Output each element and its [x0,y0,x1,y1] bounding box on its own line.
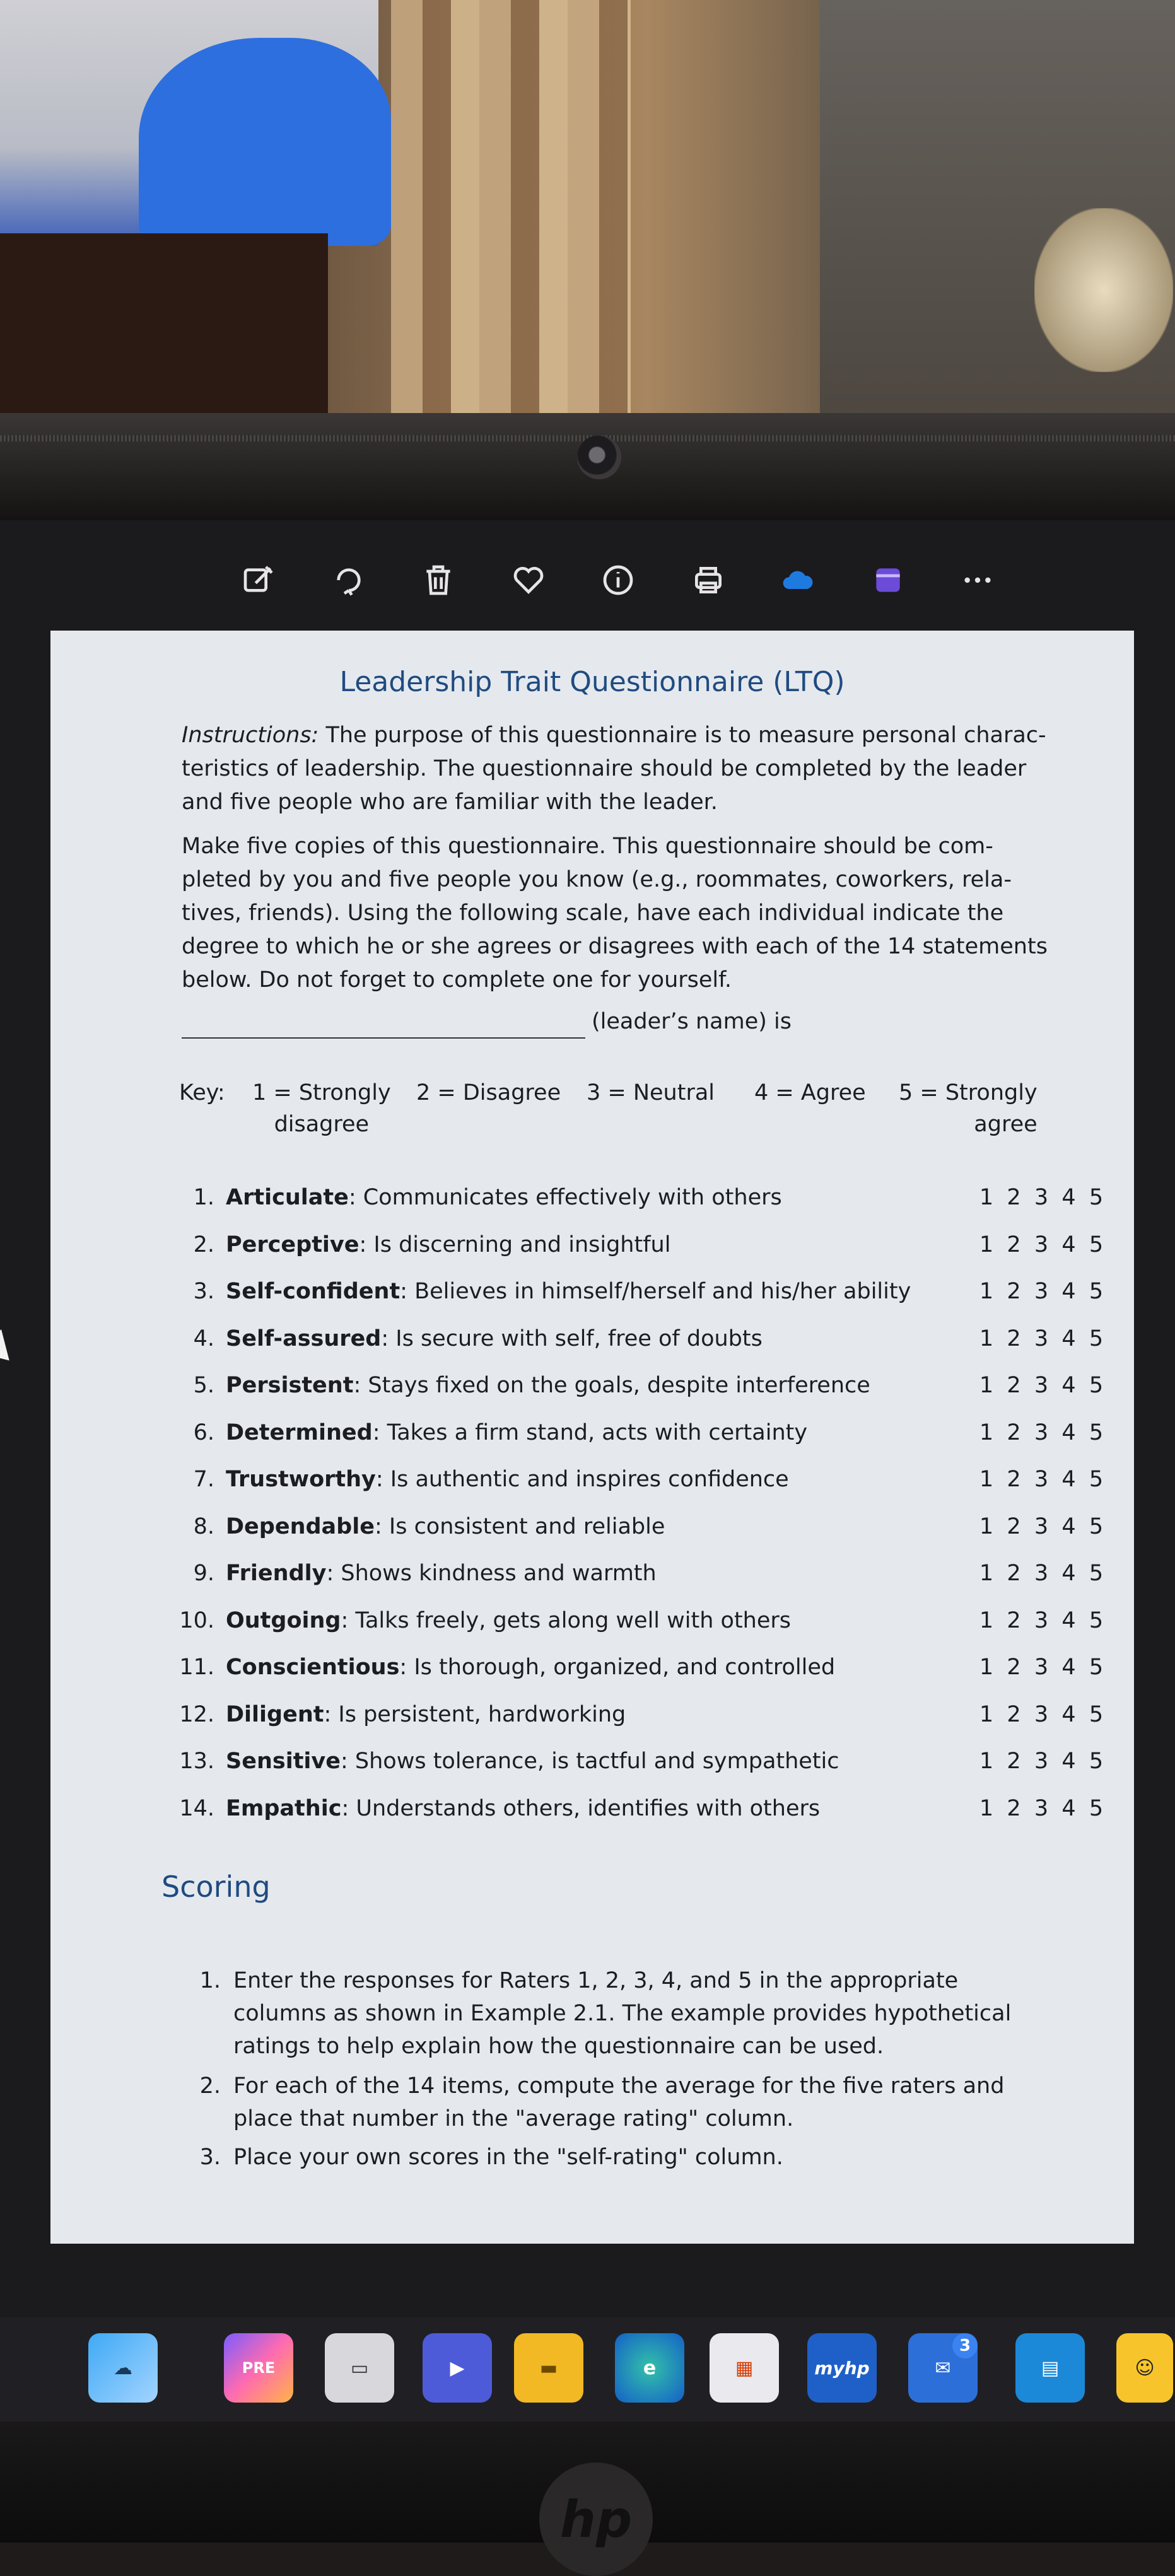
myhp-icon[interactable] [807,2333,877,2403]
statement-text [226,1456,789,1503]
info-icon[interactable] [593,555,643,605]
rating-option[interactable]: 1 [979,1701,994,1727]
statement-row [164,1644,1110,1691]
delete-icon[interactable] [413,555,464,605]
rating-option[interactable]: 3 [1034,1749,1049,1774]
print-icon[interactable] [683,555,734,605]
rating-option[interactable]: 1 [979,1655,994,1680]
trait-description: : Shows tolerance, is tactful and sympathetic [340,1749,839,1774]
rating-option[interactable]: 5 [1089,1561,1104,1586]
rating-option[interactable]: 3 [1034,1232,1049,1257]
statement-number: 8. [193,1513,214,1539]
trait-name: Trustworthy [226,1467,376,1492]
rating-option[interactable]: 2 [1007,1513,1021,1539]
snapchat-icon[interactable]: ☺ [1116,2333,1173,2403]
rating-option[interactable]: 4 [1061,1607,1076,1633]
trait-name: Outgoing [226,1607,341,1633]
statement-number: 5. [193,1373,214,1398]
trait-description: : Believes in himself/herself and his/her ability [400,1279,911,1304]
rating-option[interactable]: 1 [979,1467,994,1492]
rating-option[interactable]: 1 [979,1561,994,1586]
rating-option[interactable]: 4 [1061,1373,1076,1398]
edit-icon[interactable] [233,555,284,605]
myhp-label: myhp [814,2357,870,2379]
key-strongly-agree [899,1077,1038,1140]
rating-scale [975,1691,1108,1739]
statement-text [226,1221,670,1269]
statement-text [226,1550,657,1597]
rating-scale [975,1409,1108,1457]
rating-option[interactable]: 5 [1089,1326,1104,1351]
rating-scale [975,1738,1108,1785]
trait-description: : Is consistent and reliable [374,1513,665,1539]
statement-text [226,1362,870,1409]
trait-description: : Is thorough, organized, and controlled [399,1655,836,1680]
directions-line: below. Do not forget to complete one for yourself. [182,967,732,993]
more-icon[interactable] [952,555,1003,605]
rating-option[interactable]: 3 [1034,1513,1049,1539]
statement-number: 13. [179,1749,214,1774]
rating-scale [975,1597,1108,1645]
key-agree: 4 = Agree [754,1080,866,1105]
rating-option[interactable]: 4 [1061,1185,1076,1210]
rating-scale [975,1456,1108,1503]
rating-scale [975,1268,1108,1315]
statement-row [164,1315,1110,1363]
rating-option[interactable]: 3 [1034,1279,1049,1304]
instructions-line: and five people who are familiar with the leader. [182,790,718,815]
statement-number: 11. [179,1655,214,1680]
statement-list [164,1174,1110,1832]
background-scene [0,0,1175,435]
statement-number: 9. [193,1561,214,1586]
trait-description: : Shows kindness and warmth [326,1561,657,1586]
rating-option[interactable]: 4 [1061,1279,1076,1304]
rating-option[interactable]: 3 [1034,1561,1049,1586]
favorite-icon[interactable] [503,555,554,605]
statement-number: 12. [179,1701,214,1727]
curtain [391,0,631,435]
statement-text [226,1785,820,1833]
copilot-icon[interactable] [224,2333,293,2403]
rating-option[interactable]: 2 [1007,1185,1021,1210]
scoring-line: Enter the responses for Raters 1, 2, 3, 4, and 5 in the appropriate [233,1968,959,1993]
directions-line: degree to which he or she agrees or disagrees with each of the 14 statements [182,934,1048,959]
rating-option[interactable]: 3 [1034,1701,1049,1727]
trait-name: Articulate [226,1185,349,1210]
rating-option[interactable]: 3 [1034,1795,1049,1821]
tv-graphic [139,38,391,246]
instructions-line: The purpose of this questionnaire is to measure personal charac- [319,723,1046,748]
trait-description: : Is discerning and insightful [359,1232,671,1257]
rating-option[interactable]: 2 [1007,1795,1021,1821]
rating-scale [975,1644,1108,1691]
rating-option[interactable]: 4 [1061,1326,1076,1351]
key-text: 5 = Strongly [899,1080,1038,1105]
statement-row [164,1503,1110,1551]
leader-name-line [182,1009,1102,1044]
statement-row [164,1221,1110,1269]
rating-scale [975,1221,1108,1269]
statement-text [226,1644,835,1691]
statement-number: 4. [193,1326,214,1351]
rating-option[interactable]: 1 [979,1326,994,1351]
rating-option[interactable]: 4 [1061,1561,1076,1586]
statement-number: 14. [179,1795,214,1821]
rating-option[interactable]: 5 [1089,1185,1104,1210]
rating-option[interactable]: 4 [1061,1232,1076,1257]
rating-option[interactable]: 1 [979,1513,994,1539]
task-view-icon[interactable]: ▭ [325,2333,394,2403]
rating-option[interactable]: 3 [1034,1467,1049,1492]
scoring-line: ratings to help explain how the questionnaire can be used. [233,2034,884,2059]
statement-text [226,1268,911,1315]
rating-option[interactable]: 5 [1089,1655,1104,1680]
rotate-icon[interactable] [324,555,374,605]
rating-option[interactable]: 2 [1007,1749,1021,1774]
rating-option[interactable]: 3 [1034,1185,1049,1210]
trait-name: Empathic [226,1795,342,1821]
trait-name: Perceptive [226,1232,360,1257]
questionnaire-page [50,631,1134,2244]
scoring-line: For each of the 14 items, compute the average for the five raters and [233,2073,1005,2099]
rating-option[interactable]: 1 [979,1607,994,1633]
key-text: 1 = Strongly [252,1080,391,1105]
rating-option[interactable]: 2 [1007,1607,1021,1633]
statement-row [164,1597,1110,1645]
rating-option[interactable]: 1 [979,1419,994,1445]
scoring-step-number: 1. [199,1968,221,1993]
rating-option[interactable]: 5 [1089,1373,1104,1398]
directions-paragraph [182,830,1102,997]
trait-name: Self-assured [226,1326,382,1351]
trait-description: : Stays fixed on the goals, despite interference [353,1373,870,1398]
statement-text [226,1738,839,1785]
rating-option[interactable]: 3 [1034,1373,1049,1398]
key-text: agree [974,1112,1038,1137]
widgets-icon[interactable]: ☁ [88,2333,158,2403]
rating-option[interactable]: 5 [1089,1232,1104,1257]
rating-option[interactable]: 5 [1089,1467,1104,1492]
trait-name: Self-confident [226,1279,400,1304]
rating-option[interactable]: 3 [1034,1607,1049,1633]
rating-option[interactable]: 4 [1061,1655,1076,1680]
trait-name: Sensitive [226,1749,341,1774]
key-neutral: 3 = Neutral [587,1080,715,1105]
rating-option[interactable]: 2 [1007,1467,1021,1492]
directions-line: tives, friends). Using the following scale, have each individual indicate the [182,900,1004,926]
rating-option[interactable]: 1 [979,1795,994,1821]
rating-scale [975,1550,1108,1597]
rating-option[interactable]: 4 [1061,1795,1076,1821]
scoring-line: Place your own scores in the "self-rating" column. [233,2145,783,2170]
trait-description: : Talks freely, gets along well with others [341,1607,792,1633]
key-label: Key: [179,1080,225,1105]
rating-option[interactable]: 5 [1089,1749,1104,1774]
rating-scale [975,1503,1108,1551]
scoring-line: columns as shown in Example 2.1. The example provides hypothetical [233,2001,1012,2026]
leader-name-blank [182,1037,585,1039]
statement-text [226,1315,763,1363]
rating-option[interactable]: 2 [1007,1561,1021,1586]
news-icon[interactable]: ▤ [1015,2333,1085,2403]
statement-text [226,1409,807,1457]
rating-option[interactable]: 1 [979,1749,994,1774]
rating-option[interactable]: 1 [979,1373,994,1398]
statement-row [164,1174,1110,1221]
rating-option[interactable]: 2 [1007,1279,1021,1304]
lamp [1034,208,1173,372]
rating-option[interactable]: 1 [979,1232,994,1257]
scoring-step-text [233,1964,1011,2063]
tv-stand [0,233,328,429]
statement-row [164,1268,1110,1315]
statement-text [226,1691,626,1739]
statement-row [164,1550,1110,1597]
statement-text [226,1597,791,1645]
rating-option[interactable]: 4 [1061,1749,1076,1774]
statement-number: 7. [193,1467,214,1492]
rating-option[interactable]: 2 [1007,1326,1021,1351]
rating-option[interactable]: 4 [1061,1419,1076,1445]
rating-option[interactable]: 4 [1061,1513,1076,1539]
trait-name: Conscientious [226,1655,400,1680]
onedrive-icon[interactable] [773,555,823,605]
rating-option[interactable]: 2 [1007,1419,1021,1445]
trait-description: : Understands others, identifies with others [341,1795,821,1821]
rating-scale [975,1362,1108,1409]
meet-icon[interactable]: ▶ [423,2333,492,2403]
scoring-step-number: 2. [199,2073,221,2099]
trait-description: : Communicates effectively with others [348,1185,782,1210]
instructions-label: Instructions: [182,723,319,748]
rating-option[interactable]: 5 [1089,1279,1104,1304]
statement-text [226,1174,782,1221]
trait-description: : Is secure with self, free of doubts [381,1326,763,1351]
statement-number: 10. [179,1607,214,1633]
trait-name: Determined [226,1419,373,1445]
directions-line: Make five copies of this questionnaire. This questionnaire should be com- [182,834,993,859]
viewer-toolbar [233,555,1003,605]
instructions-line: teristics of leadership. The questionnaire should be completed by the leader [182,756,1027,781]
scoring-step-text [233,2070,1004,2135]
trait-name: Friendly [226,1561,327,1586]
leader-name-suffix: (leader’s name) is [592,1009,792,1034]
scoring-line: place that number in the "average rating" column. [233,2106,794,2131]
key-strongly-disagree [252,1077,391,1140]
mail-badge: 3 [952,2333,978,2358]
rating-option[interactable]: 2 [1007,1232,1021,1257]
trait-description: : Takes a firm stand, acts with certainty [372,1419,808,1445]
statement-row [164,1785,1110,1833]
rating-option[interactable]: 5 [1089,1701,1104,1727]
rating-scale [975,1785,1108,1833]
mail-icon[interactable]: ✉ 3 [908,2333,978,2403]
page-title: Leadership Trait Questionnaire (LTQ) [339,666,845,698]
rating-scale [975,1315,1108,1363]
clipchamp-icon[interactable] [863,555,913,605]
statement-text [226,1503,665,1551]
hp-logo-icon: hp [539,2462,653,2576]
rating-option[interactable]: 4 [1061,1467,1076,1492]
trait-name: Persistent [226,1373,354,1398]
scoring-step-number: 3. [199,2145,221,2170]
rating-option[interactable]: 5 [1089,1607,1104,1633]
scoring-heading: Scoring [161,1870,271,1904]
directions-line: pleted by you and five people you know (e.g., roommates, coworkers, rela- [182,867,1012,892]
rating-option[interactable]: 5 [1089,1419,1104,1445]
edge-icon[interactable]: e [615,2333,684,2403]
rating-option[interactable]: 5 [1089,1795,1104,1821]
rating-option[interactable]: 3 [1034,1326,1049,1351]
statement-row [164,1456,1110,1503]
key-disagree: 2 = Disagree [416,1080,561,1105]
rating-option[interactable]: 2 [1007,1655,1021,1680]
scoring-step-text [233,2141,783,2174]
file-explorer-icon[interactable]: ▬ [514,2333,583,2403]
trait-name: Dependable [226,1513,375,1539]
rating-option[interactable]: 5 [1089,1513,1104,1539]
rating-option[interactable]: 2 [1007,1701,1021,1727]
rating-option[interactable]: 1 [979,1185,994,1210]
statement-number: 2. [193,1232,214,1257]
rating-option[interactable]: 3 [1034,1419,1049,1445]
rating-scale [975,1174,1108,1221]
statement-number: 6. [193,1419,214,1445]
statement-row [164,1362,1110,1409]
store-icon[interactable]: ▦ [710,2333,779,2403]
instructions-paragraph [182,719,1102,819]
webcam [577,435,621,479]
rating-option[interactable]: 1 [979,1279,994,1304]
key-text: disagree [274,1112,370,1137]
trait-name: Diligent [226,1701,324,1727]
trait-description: : Is persistent, hardworking [324,1701,626,1727]
statement-row [164,1691,1110,1739]
statement-row [164,1409,1110,1457]
rating-option[interactable]: 4 [1061,1701,1076,1727]
rating-option[interactable]: 2 [1007,1373,1021,1398]
taskbar [0,2317,1175,2422]
statement-row [164,1738,1110,1785]
statement-number: 3. [193,1279,214,1304]
rating-option[interactable]: 3 [1034,1655,1049,1680]
copilot-badge: PRE [242,2359,276,2377]
trait-description: : Is authentic and inspires confidence [375,1467,789,1492]
statement-number: 1. [193,1185,214,1210]
